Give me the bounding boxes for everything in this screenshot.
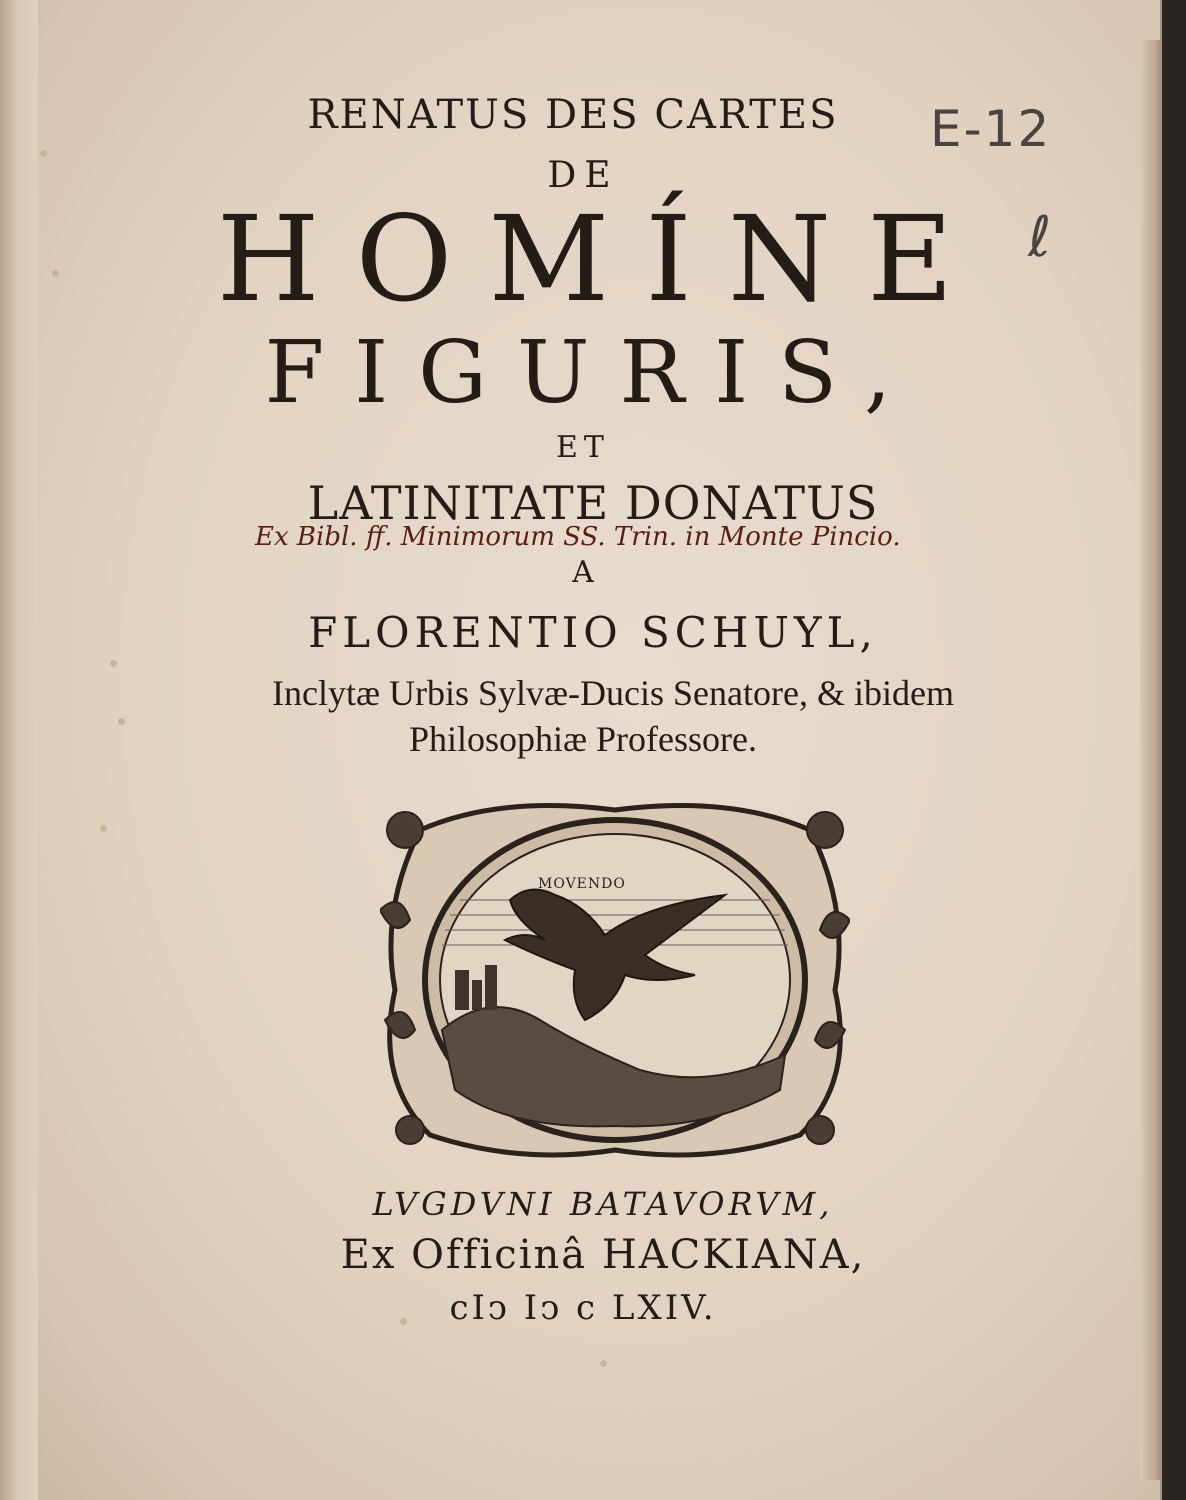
translator-desc-2: Philosophiæ Professore. [408,719,757,759]
author-line: RENATUS DES CARTES [307,92,839,138]
shelfmark: E-12 [930,100,1052,158]
de-line: DE [547,155,619,196]
device-motto: MOVENDO [538,876,626,892]
provenance-inscription: Ex Bibl. ff. Minimorum SS. Trin. in Monte Pincio. [255,522,901,552]
wormhole [110,660,117,667]
wormhole [100,825,107,832]
pencil-mark: ℓ [1028,205,1052,270]
printers-device-emblem [380,790,850,1165]
imprint-publisher: Ex Officinâ HACKIANA, [340,1232,866,1278]
translator-desc-1: Inclytæ Urbis Sylvæ-Ducis Senatore, & ibidem [272,673,954,713]
title-main: HOMÍNE [216,190,990,328]
et-line: ET [556,430,610,465]
translator-line: FLORENTIO SCHUYL, [308,608,878,657]
a-line: A [572,555,594,590]
imprint-year: cIↄ Iↄ c LXIV. [449,1288,717,1328]
imprint-place: LVGDVNI BATAVORVM, [372,1185,834,1223]
wormhole [600,1360,607,1367]
title-second: FIGURIS, [264,323,922,423]
latinitate-line: LATINITATE DONATUS [307,476,879,530]
